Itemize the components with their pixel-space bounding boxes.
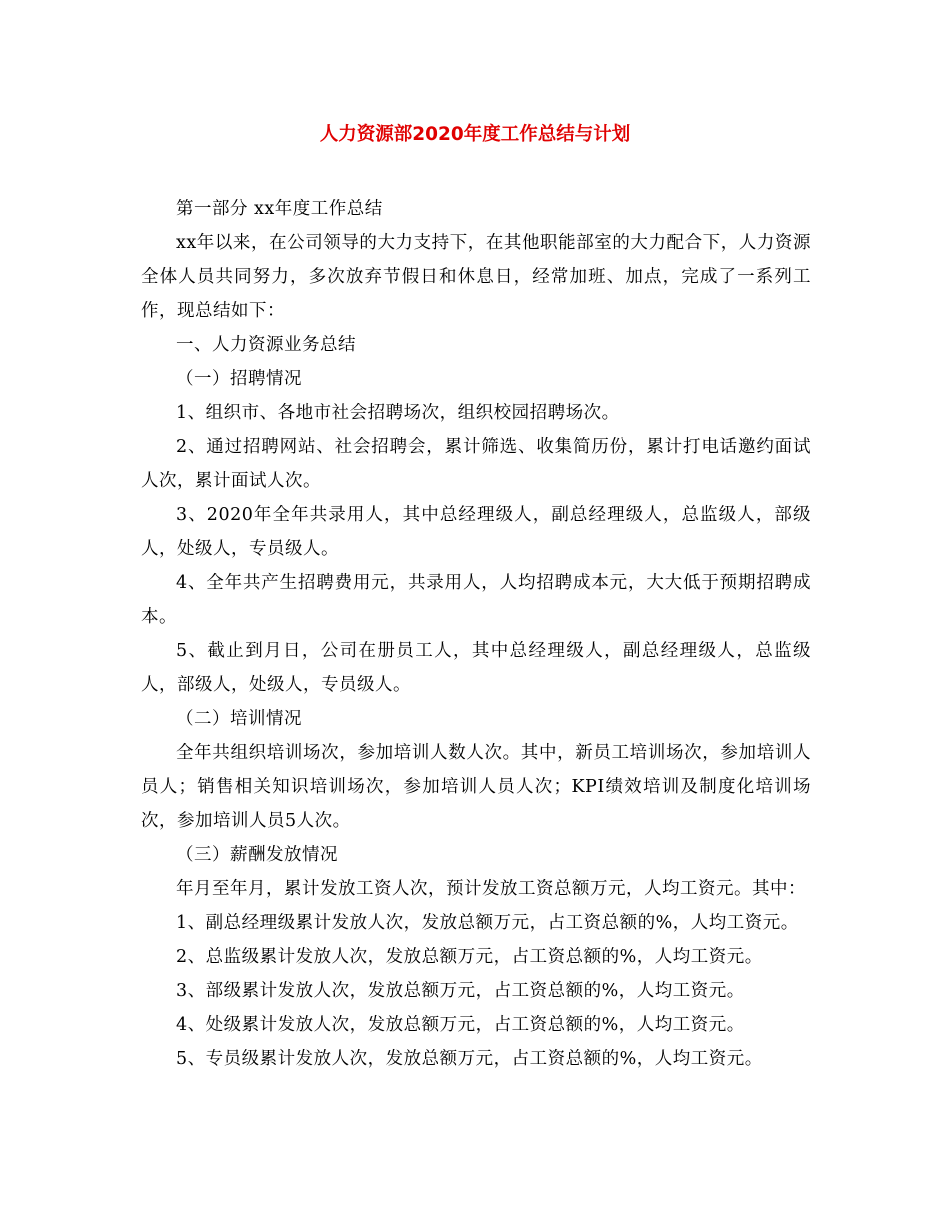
subsection-heading-recruitment: （一）招聘情况 (176, 369, 302, 389)
document-title: 人力资源部2020年度工作总结与计划 (319, 124, 631, 145)
recruitment-item-1: 1、组织市、各地市社会招聘场次，组织校园招聘场次。 (176, 403, 620, 423)
section-heading-hr-summary: 一、人力资源业务总结 (176, 335, 356, 355)
recruitment-item-5: 5、截止到月日，公司在册员工人，其中总经理级人，副总经理级人，总监级人，部级人，处级人，专员级人。 (141, 641, 811, 695)
subsection-heading-salary: （三）薪酬发放情况 (176, 845, 338, 865)
salary-item-5: 5、专员级累计发放人次，发放总额万元，占工资总额的%，人均工资元。 (176, 1049, 763, 1069)
salary-item-2: 2、总监级累计发放人次，发放总额万元，占工资总额的%，人均工资元。 (176, 947, 763, 967)
salary-item-3: 3、部级累计发放人次，发放总额万元，占工资总额的%，人均工资元。 (176, 981, 745, 1001)
subsection-heading-training: （二）培训情况 (176, 709, 302, 729)
salary-item-1: 1、副总经理级累计发放人次，发放总额万元，占工资总额的%，人均工资元。 (176, 913, 799, 933)
salary-item-4: 4、处级累计发放人次，发放总额万元，占工资总额的%，人均工资元。 (176, 1015, 745, 1035)
recruitment-item-2: 2、通过招聘网站、社会招聘会，累计筛选、收集简历份，累计打电话邀约面试人次，累计面试人次。 (141, 437, 811, 491)
training-paragraph: 全年共组织培训场次，参加培训人数人次。其中，新员工培训场次，参加培训人员人；销售相关知识培训场次，参加培训人员人次；KPI绩效培训及制度化培训场次，参加培训人员5人次。 (141, 743, 811, 831)
recruitment-item-4: 4、全年共产生招聘费用元，共录用人，人均招聘成本元，大大低于预期招聘成本。 (141, 573, 811, 627)
document-body (141, 192, 811, 1076)
salary-intro-paragraph: 年月至年月，累计发放工资人次，预计发放工资总额万元，人均工资元。其中： (176, 879, 806, 899)
intro-paragraph: xx年以来，在公司领导的大力支持下，在其他职能部室的大力配合下，人力资源全体人员共同努力，多次放弃节假日和休息日，经常加班、加点，完成了一系列工作，现总结如下： (141, 233, 811, 321)
recruitment-item-3: 3、2020年全年共录用人，其中总经理级人，副总经理级人，总监级人，部级人，处级人，专员级人。 (141, 505, 811, 559)
section-heading-part-one: 第一部分 xx年度工作总结 (176, 199, 383, 219)
